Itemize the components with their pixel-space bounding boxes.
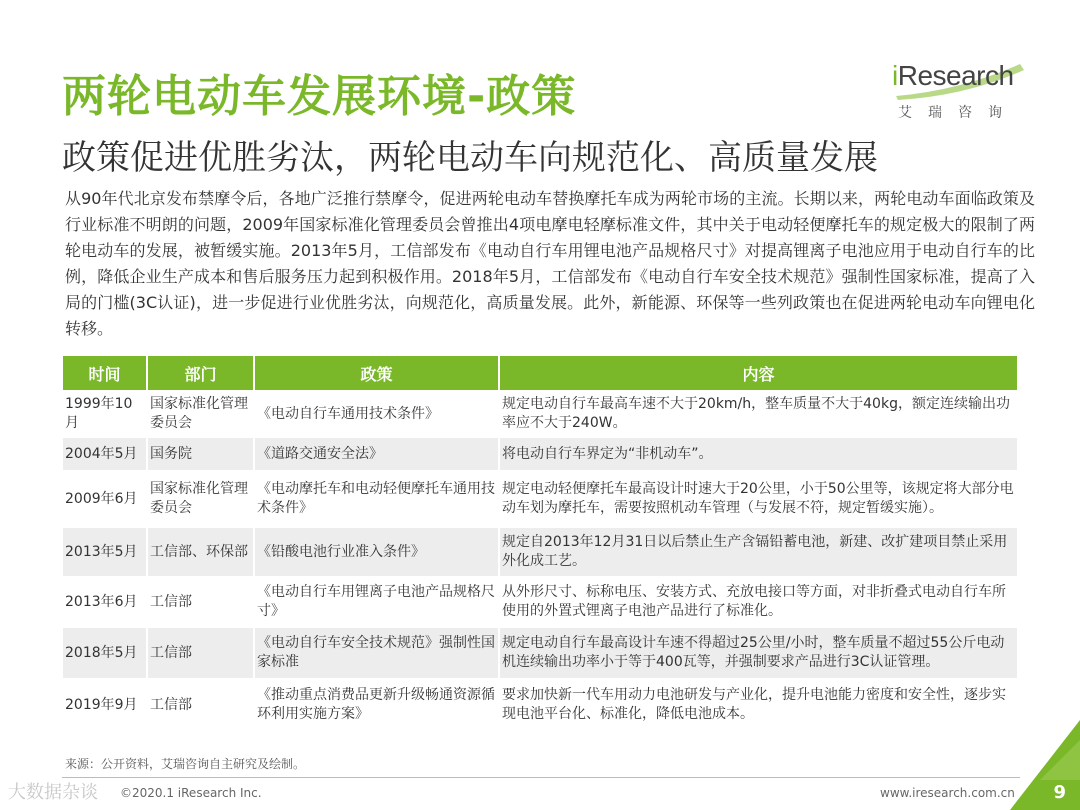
table-row (63, 678, 1017, 730)
cell-dept: 国务院 (148, 436, 255, 470)
cell-policy: 《电动自行车通用技术条件》 (255, 390, 500, 436)
table-row (63, 436, 1017, 470)
cell-content: 将电动自行车界定为“非机动车”。 (500, 436, 1017, 470)
cell-content: 规定电动自行车最高设计车速不得超过25公里/小时，整车质量不超过55公斤电动机连续输出功率小于等于400瓦等，并强制要求产品进行3C认证管理。 (500, 626, 1017, 678)
cell-dept: 国家标准化管理委员会 (148, 470, 255, 526)
logo-wordmark-rest: Research (897, 60, 1014, 91)
cell-time: 2009年6月 (63, 470, 148, 526)
page-title: 两轮电动车发展环境-政策 (62, 71, 577, 122)
cell-content: 要求加快新一代车用动力电池研发与产业化，提升电池能力密度和安全性，逐步实现电池平台化、标准化，降低电池成本。 (500, 678, 1017, 730)
table-row (63, 526, 1017, 576)
cell-dept: 工信部、环保部 (148, 526, 255, 576)
table-row (63, 626, 1017, 678)
cell-time: 2018年5月 (63, 626, 148, 678)
watermark-text: 大数据杂谈 (8, 782, 98, 803)
header-policy: 政策 (255, 356, 500, 390)
table-row (63, 576, 1017, 626)
cell-policy: 《道路交通安全法》 (255, 436, 500, 470)
page-corner-decoration (1010, 720, 1080, 810)
cell-time: 2004年5月 (63, 436, 148, 470)
header-content: 内容 (500, 356, 1017, 390)
cell-content: 规定自2013年12月31日以后禁止生产含镉铅蓄电池，新建、改扩建项目禁止采用外化成工艺。 (500, 526, 1017, 576)
source-note: 来源：公开资料，艾瑞咨询自主研究及绘制。 (65, 757, 306, 771)
cell-dept: 工信部 (148, 576, 255, 626)
cell-content: 规定电动轻便摩托车最高设计时速大于20公里，小于50公里等，该规定将大部分电动车划为摩托车，需要按照机动车管理（与发展不符，规定暂缓实施）。 (500, 470, 1017, 526)
cell-time: 1999年10月 (63, 390, 148, 436)
cell-policy: 《铅酸电池行业准入条件》 (255, 526, 500, 576)
cell-time: 2013年6月 (63, 576, 148, 626)
cell-policy: 《电动自行车用锂离子电池产品规格尺寸》 (255, 576, 500, 626)
header-dept: 部门 (148, 356, 255, 390)
cell-dept: 工信部 (148, 678, 255, 730)
table-row (63, 470, 1017, 526)
cell-time: 2019年9月 (63, 678, 148, 730)
cell-dept: 国家标准化管理委员会 (148, 390, 255, 436)
cell-policy: 《电动摩托车和电动轻便摩托车通用技术条件》 (255, 470, 500, 526)
logo-wordmark (892, 60, 1014, 92)
page-subtitle: 政策促进优胜劣汰，两轮电动车向规范化、高质量发展 (62, 138, 878, 178)
cell-time: 2013年5月 (63, 526, 148, 576)
intro-paragraph: 从90年代北京发布禁摩令后，各地广泛推行禁摩令，促进两轮电动车替换摩托车成为两轮市场的主流。长期以来，两轮电动车面临政策及行业标准不明朗的问题，2009年国家标准化管理委员会曾推出4项电摩电轻摩标准文件，其中关于电动轻便摩托车的规定极大的限制了两轮电动车的发展，被暂缓实施。2013年5月，工信部发布《电动自行车用锂电池产品规格尺寸》对提高锂离子电池应用于电动自行车的比例，降低企业生产成本和售后服务压力起到积极作用。2018年5月，工信部发布《电动自行车安全技术规范》强制性国家标准，提高了入局的门槛(3C认证)，进一步促进行业优胜劣汰，向规范化，高质量发展。此外，新能源、环保等一些列政策也在促进两轮电动车向锂电化转移。 (65, 189, 1035, 338)
footer-copyright: ©2020.1 iResearch Inc. (120, 786, 262, 800)
cell-content: 从外形尺寸、标称电压、安装方式、充放电接口等方面，对非折叠式电动自行车所使用的外置式锂离子电池产品进行了标准化。 (500, 576, 1017, 626)
cell-policy: 《电动自行车安全技术规范》强制性国家标准 (255, 626, 500, 678)
page-number: 9 (1053, 782, 1066, 803)
table-row (63, 390, 1017, 436)
footer-divider (62, 777, 1020, 778)
policy-table (63, 356, 1017, 730)
cell-dept: 工信部 (148, 626, 255, 678)
cell-content: 规定电动自行车最高车速不大于20km/h，整车质量不大于40kg，额定连续输出功率应不大于240W。 (500, 390, 1017, 436)
logo-chinese-name: 艾瑞咨询 (898, 105, 1018, 121)
footer-url: www.iresearch.com.cn (880, 786, 1015, 800)
logo-wordmark-i: i (892, 60, 898, 91)
header-time: 时间 (63, 356, 148, 390)
cell-policy: 《推动重点消费品更新升级畅通资源循环利用实施方案》 (255, 678, 500, 730)
table-header-row (63, 356, 1017, 390)
iresearch-logo (892, 60, 1032, 130)
